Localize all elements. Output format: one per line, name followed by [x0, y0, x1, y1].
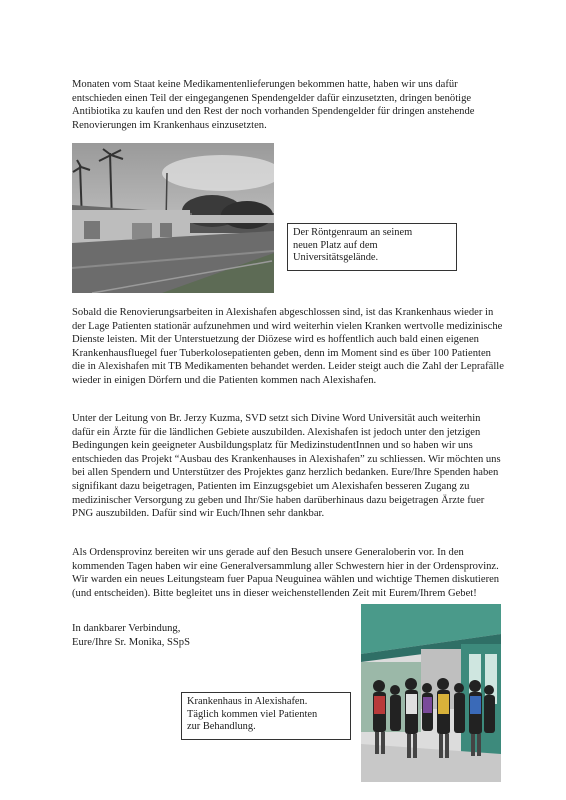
- paragraph-3: Unter der Leitung von Br. Jerzy Kuzma, SVD setzt sich Divine Word Universität auch weiterhin dafür ein Ärzte für die ländlichen Gebiete auszubilden. Alexishafen ist jedoch unter den jetzigen Bedingungen kein geeigneter Ausbildungsplatz für MedizinstudentInnen und so haben wir uns entschieden das Projekt “Ausbau des Krankenhauses in Alexishafen” zu schliessen. Wir möchten uns bei allen Spendern und Unterstützer des Projektes ganz herzlich bedanken. Eure/Ihre Spenden haben signifikant dazu beigetragen, Patienten im Einzugsgebiet um Alexishafen besseren Zugang zu medizinischer Versorgung zu geben und Ihr/Sie haben darüberhinaus dazu beigetragen Ärzte fuer PNG auszubilden. Dafür sind wir Euch/Ihnen sehr dankbar.: [72, 413, 501, 520]
- signature-block: [72, 622, 190, 649]
- caption-line: Täglich kommen viel Patienten: [187, 708, 318, 720]
- xray-room-caption: [287, 223, 457, 271]
- xray-room-photo: [72, 143, 274, 293]
- caption-line: Universitätsgelände.: [293, 252, 379, 264]
- signature-name: Eure/Ihre Sr. Monika, SSpS: [72, 636, 190, 648]
- paragraph-2: Sobald die Renovierungsarbeiten in Alexishafen abgeschlossen sind, ist das Krankenhaus wieder in der Lage Patienten stationär aufzunehmen und wird weiterhin vielen Kranken wertvolle medizinische Dienste leisten. Mit der Unterstuetzung der Diözese wird es hoffentlich auch bald einen eigenen Krankenhausfluegel fuer Tuberkolosepatienten geben, denn im Moment sind es über 100 Patienten die in Alexishafen mit TB Medikamenten behandet werden. Leider steigt auch die Zahl der Leprafälle wieder in einigen Dörfern und die Patienten kommen nach Alexishafen.: [72, 307, 504, 386]
- caption-line: Krankenhaus in Alexishafen.: [187, 696, 308, 707]
- hospital-photo: [361, 604, 501, 782]
- hospital-caption: [181, 692, 351, 740]
- caption-line: Der Röntgenraum an seinem: [293, 227, 413, 238]
- closing-line: In dankbarer Verbindung,: [72, 623, 181, 634]
- paragraph-4: Als Ordensprovinz bereiten wir uns gerade auf den Besuch unsere Generaloberin vor. In den kommenden Tagen haben wir eine Generalversammlung aller Schwestern hier in der Ordensprovinz. Wir warden ein neues Leitungsteam fuer Papua Neuguinea wählen und wichtige Themen diskutieren (und entscheiden). Bitte begleitet uns in dieser weichenstellenden Zeit mit Eurem/Ihrem Gebet!: [72, 547, 500, 599]
- caption-line: zur Behandlung.: [187, 721, 256, 733]
- paragraph-1: Monaten vom Staat keine Medikamentenlieferungen bekommen hatte, haben wir uns dafür entschieden einen Teil der eingegangenen Spendengelder dafür einzusetzten, dringen benötige Antibiotika zu kaufen und den Rest der noch vorhanden Spendengelder für dringen anstehende Renovierungen im Krankenhaus einzusetzten.: [72, 79, 475, 131]
- caption-line: neuen Platz auf dem: [293, 239, 378, 251]
